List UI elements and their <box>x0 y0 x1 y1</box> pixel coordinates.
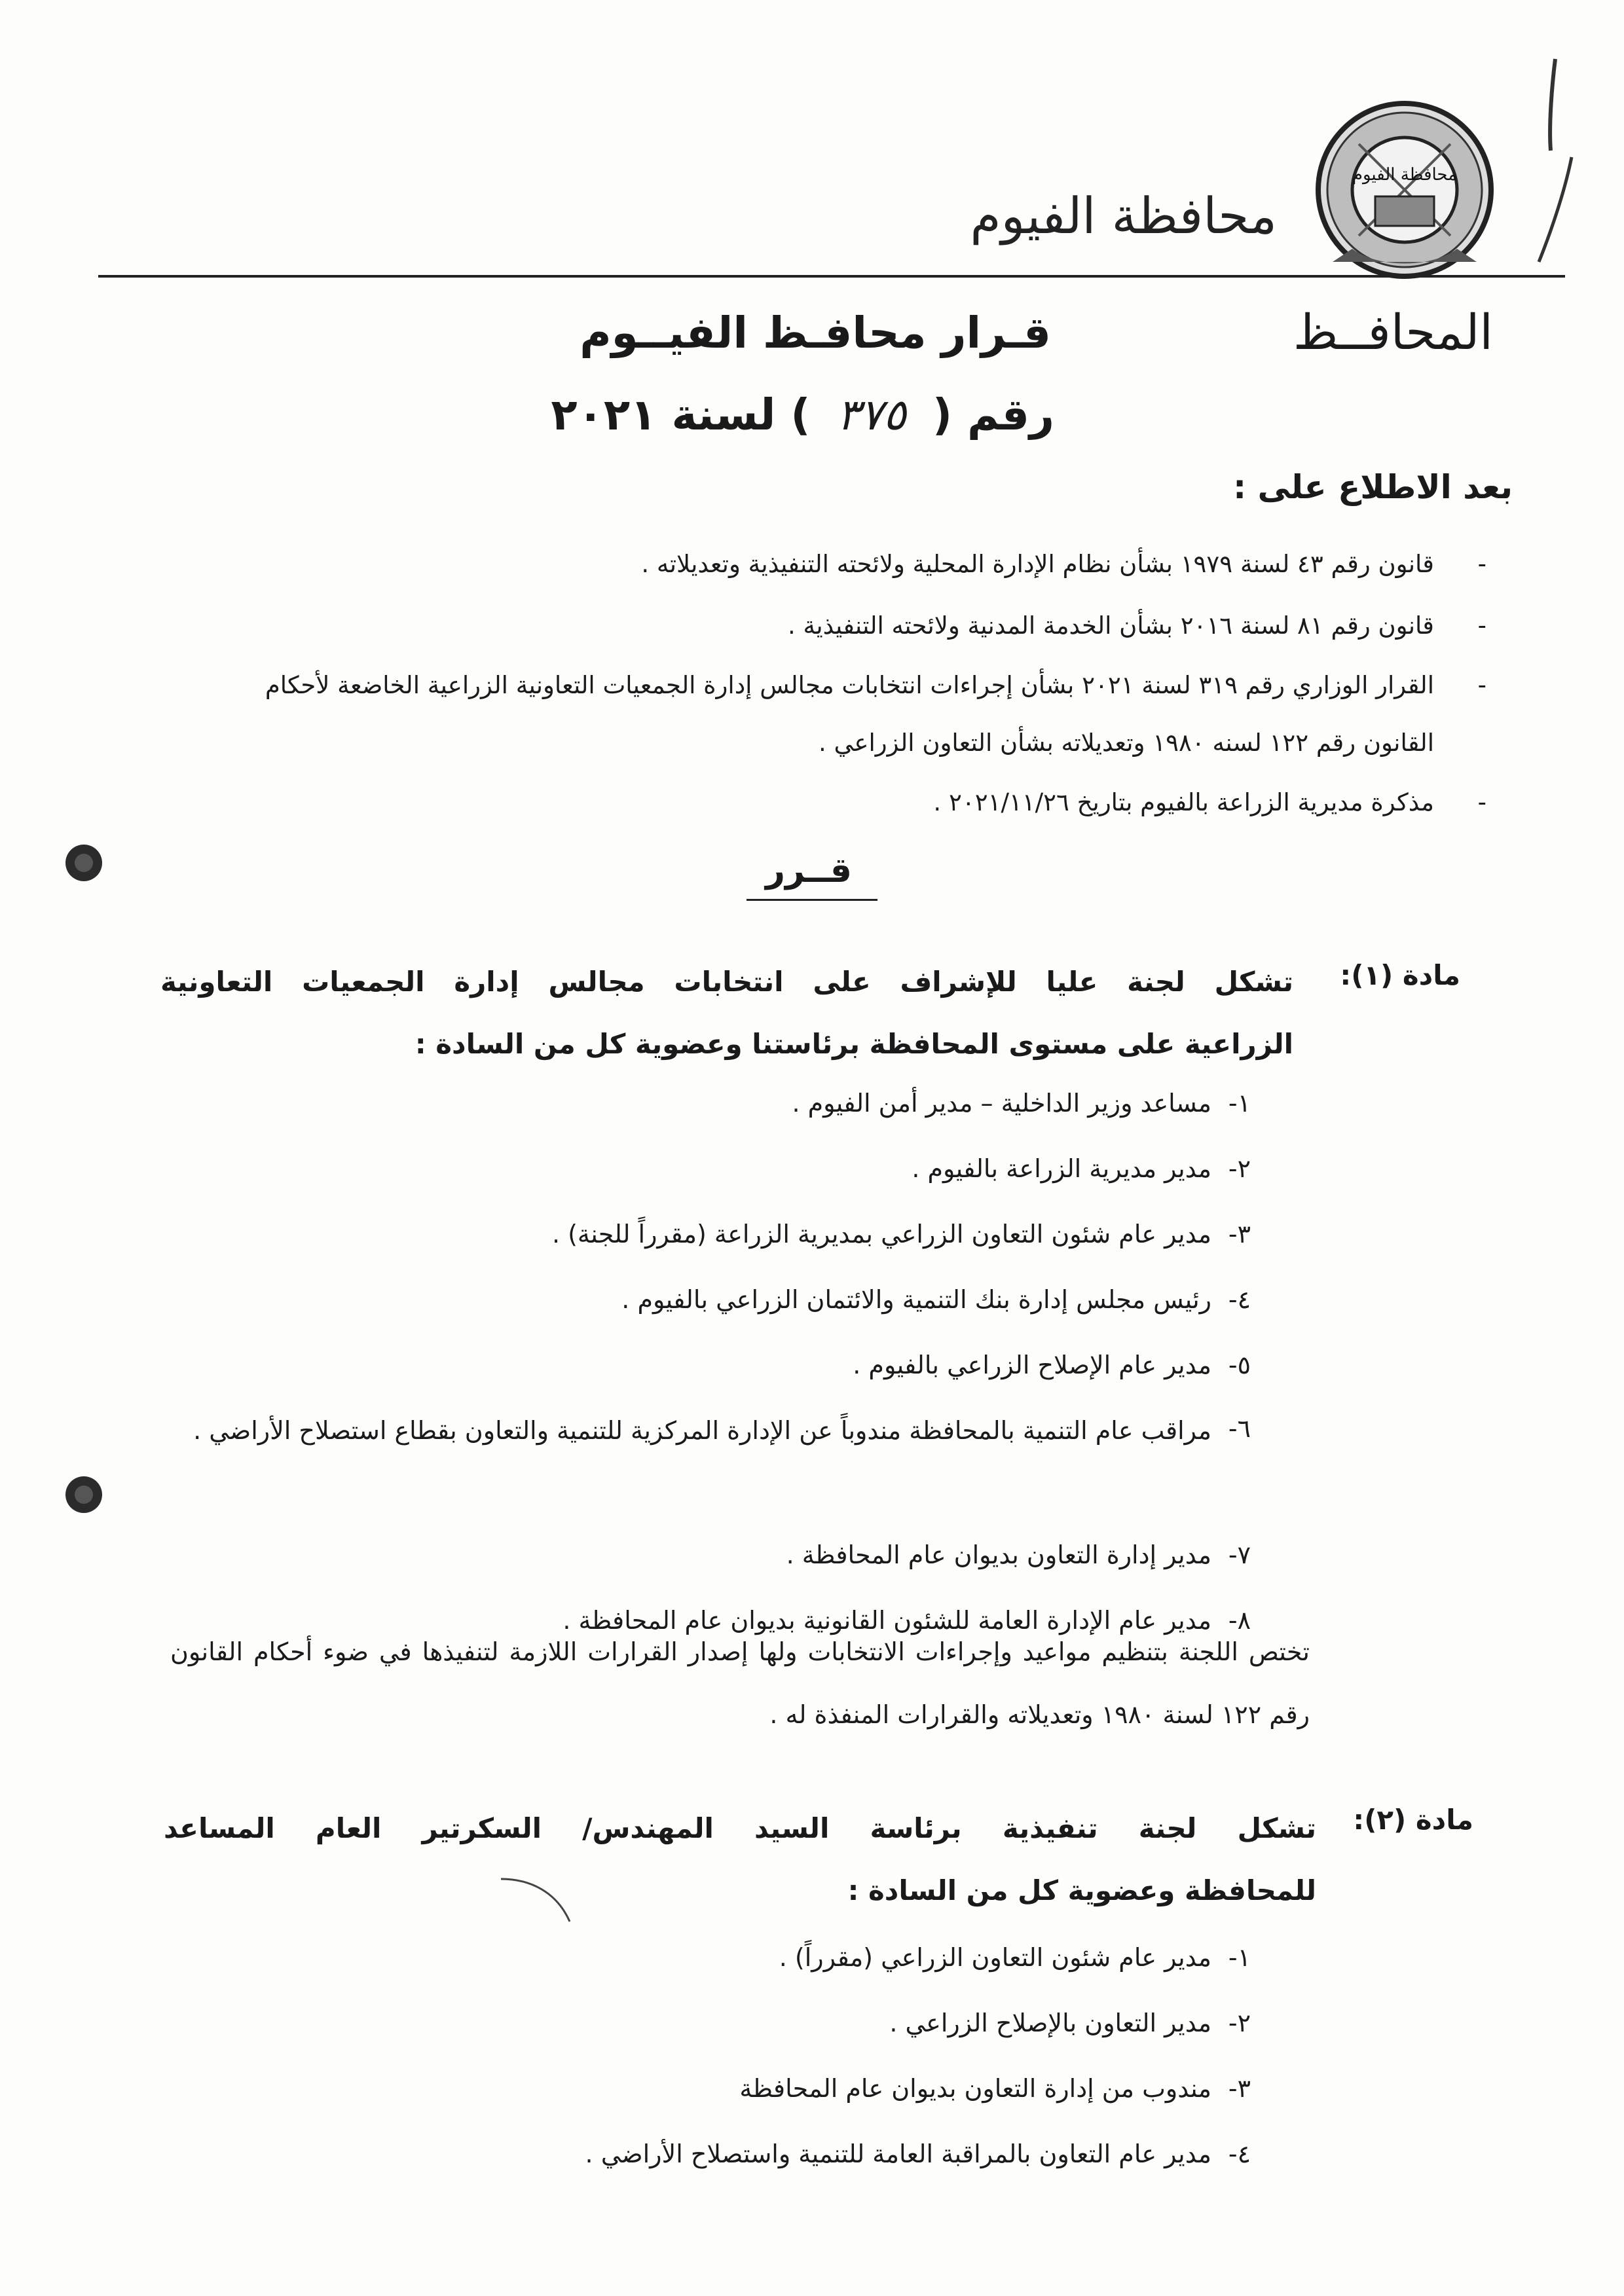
governorate-name: محافظة الفيوم <box>970 187 1277 245</box>
article-2-label: مادة (٢): <box>1353 1804 1473 1836</box>
seal-text: محافظة الفيوم <box>1352 165 1458 185</box>
preamble-item: - قانون رقم ٨١ لسنة ٢٠١٦ بشأن الخدمة المدنية ولائحته التنفيذية . <box>787 611 1486 640</box>
decree-number-value: ٣٧٥ <box>836 390 906 440</box>
member-item: ١- مساعد وزير الداخلية – مدير أمن الفيوم . <box>792 1089 1251 1118</box>
pen-mark <box>1526 46 1585 268</box>
preamble-heading: بعد الاطلاع على : <box>1233 468 1513 506</box>
decree-number-prefix: رقم ( <box>932 390 1054 440</box>
office-title: المحافــظ <box>1293 304 1493 361</box>
preamble-item: - قانون رقم ٤٣ لسنة ١٩٧٩ بشأن نظام الإدارة المحلية ولائحته التنفيذية وتعديلاته . <box>641 550 1486 578</box>
member-item: ٣- مدير عام شئون التعاون الزراعي بمديرية الزراعة (مقرراً للجنة) . <box>551 1220 1251 1248</box>
decree-number-suffix: ) لسنة ٢٠٢١ <box>551 390 811 440</box>
punch-hole <box>65 845 102 881</box>
preamble-list <box>190 534 1486 833</box>
preamble-item: - مذكرة مديرية الزراعة بالفيوم بتاريخ ٢٠٢١/١١/٢٦ . <box>933 788 1486 816</box>
article-1-members <box>164 1070 1251 1653</box>
member-item: ٤- مدير عام التعاون بالمراقبة العامة للتنمية واستصلاح الأراضي . <box>585 2140 1251 2168</box>
decision-underline <box>747 899 877 901</box>
article-2-members <box>229 1925 1251 2187</box>
member-item: ٣- مندوب من إدارة التعاون بديوان عام المحافظة <box>739 2074 1251 2103</box>
article-1-intro: تشكل لجنة عليا للإشراف على انتخابات مجالس إدارة الجمعيات التعاونية الزراعية على مستوى المحافظة برئاستنا وعضوية كل من السادة : <box>160 966 1293 1060</box>
member-item: ١- مدير عام شئون التعاون الزراعي (مقرراً) . <box>779 1943 1251 1972</box>
decree-title: قـرار محافـظ الفيــوم <box>580 308 1051 358</box>
decision-heading: قــرر <box>766 851 852 890</box>
member-item: ٦- مراقب عام التنمية بالمحافظة مندوباً عن الإدارة المركزية للتنمية والتعاون بقطاع استصلاح الأراضي . <box>193 1414 1251 1445</box>
member-item: ٢- مدير مديرية الزراعة بالفيوم . <box>912 1154 1251 1183</box>
preamble-item: - القرار الوزاري رقم ٣١٩ لسنة ٢٠٢١ بشأن إجراءات انتخابات مجالس إدارة الجمعيات التعاونية الزراعية الخاضعة لأحكام القانون رقم ١٢٢ لسنه ١٩٨٠ وتعديلاته بشأن التعاون الزراعي . <box>265 671 1486 757</box>
punch-hole <box>65 1476 102 1513</box>
member-item: ٤- رئيس مجلس إدارة بنك التنمية والائتمان الزراعي بالفيوم . <box>621 1285 1251 1314</box>
pen-curve <box>498 1872 576 1925</box>
article-1-closing: تختص اللجنة بتنظيم مواعيد وإجراءات الانتخابات ولها إصدار القرارات اللازمة لتنفيذها في ضوء أحكام القانون رقم ١٢٢ لسنة ١٩٨٠ وتعديلاته والقرارات المنفذة له . <box>170 1637 1310 1729</box>
member-item: ٧- مدير إدارة التعاون بديوان عام المحافظة . <box>786 1540 1251 1569</box>
article-1-label: مادة (١): <box>1340 959 1460 991</box>
governorate-seal-icon <box>1313 98 1496 282</box>
header-divider <box>98 275 1565 278</box>
member-item: ٨- مدير عام الإدارة العامة للشئون القانونية بديوان عام المحافظة . <box>563 1606 1251 1635</box>
member-item: ٥- مدير عام الإصلاح الزراعي بالفيوم . <box>853 1351 1251 1379</box>
decree-number <box>551 390 1054 440</box>
article-2-intro: تشكل لجنة تنفيذية برئاسة السيد المهندس/ السكرتير العام المساعد للمحافظة وعضوية كل من السادة : <box>164 1812 1316 1906</box>
member-item: ٢- مدير التعاون بالإصلاح الزراعي . <box>889 2009 1251 2037</box>
